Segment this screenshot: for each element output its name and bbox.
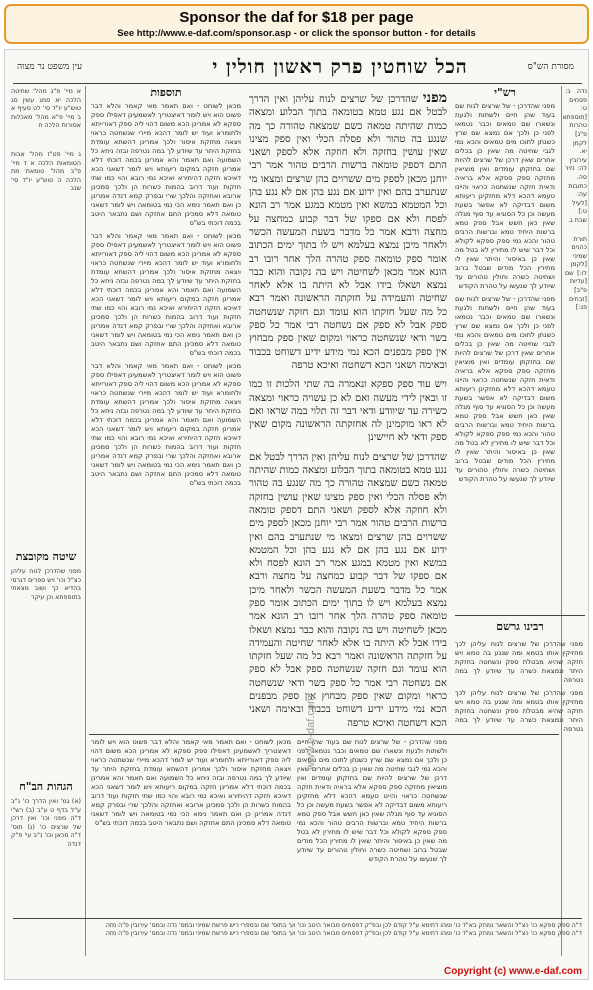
masoret-text: נדה ב: פסחים ט: [תוספתא טהרות פ"ג] לקמן יא. עירובין לה: נזיר סה. כתובות עה: [לעיל ט:] שבת ג. (562, 88, 587, 224)
footnotes-column (13, 922, 582, 966)
tosafot-column (91, 102, 241, 727)
copyright-notice[interactable]: Copyright (c) www.e-daf.com (444, 966, 582, 977)
gemara-lead-word: מפני (422, 90, 447, 106)
sponsor-subtitle[interactable]: See http://www.e-daf.com/sponsor.asp - or click the sponsor button - for details (117, 28, 476, 39)
tosafot-title: תוספות (150, 86, 182, 99)
ein-mishpat-text-2: ג מיי' פט"ז מהל' אבות הטומאות הלכה א ד מיי' פ"ב מהל' טומאת מת הלכה ה טוש"ע יו"ד סי' שנב (11, 150, 81, 193)
tosafot-text: מכאן לשוחט - ואם תאמר מאי קאמר והלא דבר פשוט הוא ויש לומר דאיצטריך לאשמעינן דאפילו ספק ספקא לא אמרינן הכא משום דהוי ליה ספק דאורייתא ולחומרא ועוד יש לומר דהכא מיירי שנשחטה כראוי ויצאה מחזקת איסור ולכך אמרינן דהשתא עומדת בחזקת היתר עד שיודע לך במה נטרפה ובזה ניחא כל השמועה ואם תאמר והא אמרינן בכמה דוכתי דלא אמרינן חזקה במקום ריעותא ויש לומר דשאני הכא דאיכא חזקה דהיתירא ואיכא נמי רובא והוי כמו שתי חזקות ועוד דרוב בהמות כשרות הן ולכך סמכינן ארובא ואחזקה והלכך שרי ובפרק קמא דנדה אמרינן כן ואם תאמר נימא הכי נמי בטומאה ויש לומר דשאני טומאה דלא סמכינן התם אחזקה ושם נתבאר היטב בכמה דוכתי בש"ס (91, 102, 241, 227)
sponsor-banner[interactable] (4, 4, 589, 44)
sponsor-title[interactable]: Sponsor the daf for $18 per page (179, 9, 414, 26)
header-daf: י (212, 56, 219, 78)
watermark: www.e-daf.com (305, 694, 317, 770)
rabbenu-text-repeat: מפני שהדרכן של שרצים לנוח עליהן לכך מחזיקין אותו בטמא ומה שנגע בה טמא ויש חזקה שהיא מבטלת ספק ונשחטה בחזקת היתר ונמצאת כשרה עד שיודע לך במה נטרפה (455, 689, 583, 733)
gilyon-title: הגהות הב"ח (19, 780, 73, 793)
ein-mishpat-heading: עין משפט נר מצוה (17, 62, 83, 72)
gilyon-text: (א) גמ' ואין הדרך כו' נ"ב ע"ל בדף ט ע"ב (ב) רש"י ד"ה מפני וכו' ואין דרכן של שרצים כו' (ג) תוס' ד"ה מכאן וכו' נ"ב עי' פ"ק דנדה (11, 798, 81, 848)
page-header-title (190, 56, 490, 79)
footnotes-text: ד"ה ספק ספקא כו' כצ"ל והשאר נמחק בא"ד כו' ומהו דתימא ע"ל קודם לכן ובפ"ק דפסחים מבואר היטב וכו' וע' בתוס' שם ובספרי ריש פרשת שמיני ובמס' נדה ובמס' עירובין פ"ה מזה (105, 922, 582, 929)
shita-column (11, 568, 81, 768)
rashi-column (455, 102, 555, 727)
rashi-text-repeat: מפני שהדרכן - של שרצים לנוח שם בעוד שהן חיים ולשתות ולגעת ונשארו שם טמאים וכבר נטמאו לפני כן ולכך אם נמצא שם שרץ כשנתן לתוכו מים טמאים והכא נמי לגבי שחיטה מה שאין כן בכלים אחרים שאין דרכן של שרצים להיות שם בחזקתן עומדים ואין מוציאין מחזקה ספק ספקא אלא בראיה ודאית חזקה שנשחטה כראוי והיינו טעמא דהכא דלא מחזקינן ריעותא משום דבדיקה לא אפשר בשעת מעשה וכן כל הסוגיא עד סוף מגלה שאין כאן חשש אבל ספק טמא ברשות היחיד טמא וברשות הרבים טהור והכא נמי ספק ספקא לקולא וכל דבר שיש לו מתירין לא בטל מה שאין כן באיסור והיתר שאין לו מתירין הכל מודים שבטל ברוב ושחיטה כשרה וחולין טהורים עד שיודע לך שנעשו על טהרת הקודש (455, 295, 555, 483)
tosafot-text-repeat: מכאן לשוחט - ואם תאמר מאי קאמר והלא דבר פשוט הוא ויש לומר דאיצטריך לאשמעינן דאפילו ספק ספקא לא אמרינן הכא משום דהוי ליה ספק דאורייתא ולחומרא ועוד יש לומר דהכא מיירי שנשחטה כראוי ויצאה מחזקת איסור ולכך אמרינן דהשתא עומדת בחזקת היתר עד שיודע לך במה נטרפה ובזה ניחא כל השמועה ואם תאמר והא אמרינן בכמה דוכתי דלא אמרינן חזקה במקום ריעותא ויש לומר דשאני הכא דאיכא חזקה דהיתירא ואיכא נמי רובא והוי כמו שתי חזקות ועוד דרוב בהמות כשרות הן ולכך סמכינן ארובא ואחזקה והלכך שרי ובפרק קמא דנדה אמרינן כן ואם תאמר נימא הכי נמי בטומאה ויש לומר דשאני טומאה דלא סמכינן התם אחזקה ושם נתבאר היטב בכמה דוכתי בש"ס (91, 232, 241, 357)
masoret-hashas-heading: מסורת הש"ס (527, 62, 574, 72)
header-rule (13, 83, 582, 84)
rabbenu-rule (455, 615, 585, 616)
gilyon-column (11, 798, 81, 928)
rabbenu-title: רבינו גרשם (496, 620, 544, 633)
shita-text: מפני שהדרכן לנוח עליהן כצ"ל וכו' ויש ספרים דגרסי בהדיא כך ושוב מצאתי בתוספתא וכן עיקר (11, 568, 81, 601)
footnotes-rule (13, 918, 582, 919)
masoret-column (562, 88, 587, 548)
rashi-text: מפני שהדרכן - של שרצים לנוח שם בעוד שהן חיים ולשתות ולגעת ונשארו שם טמאים וכבר נטמאו לפני כן ולכך אם נמצא שם שרץ כשנתן לתוכו מים טמאים והכא נמי לגבי שחיטה מה שאין כן בכלים אחרים שאין דרכן של שרצים להיות שם בחזקתן עומדים ואין מוציאין מחזקה ספק ספקא אלא בראיה ודאית חזקה שנשחטה כראוי והיינו טעמא דהכא דלא מחזקינן ריעותא משום דבדיקה לא אפשר בשעת מעשה וכן כל הסוגיא עד סוף מגלה שאין כאן חשש אבל ספק טמא ברשות היחיד טמא וברשות הרבים טהור והכא נמי ספק ספקא לקולא וכל דבר שיש לו מתירין לא בטל מה שאין כן באיסור והיתר שאין לו מתירין הכל מודים שבטל ברוב ושחיטה כשרה וחולין טהורים עד שיודע לך שנעשו על טהרת הקודש (455, 102, 555, 290)
rabbenu-text: מפני שהדרכן של שרצים לנוח עליהן לכך מחזיקין אותו בטמא ומה שנגע בה טמא ויש חזקה שהיא מבטלת ספק ונשחטה בחזקת היתר ונמצאת כשרה עד שיודע לך במה נטרפה (455, 640, 583, 684)
tosafot-lower-text: מכאן לשוחט - ואם תאמר מאי קאמר והלא דבר פשוט הוא ויש לומר דאיצטריך לאשמעינן דאפילו ספק ספקא לא אמרינן הכא משום דהוי ליה ספק דאורייתא ולחומרא ועוד יש לומר דהכא מיירי שנשחטה כראוי ויצאה מחזקת איסור ולכך אמרינן דהשתא עומדת בחזקת היתר עד שיודע לך במה נטרפה ובזה ניחא כל השמועה ואם תאמר והא אמרינן בכמה דוכתי דלא אמרינן חזקה במקום ריעותא ויש לומר דשאני הכא דאיכא חזקה דהיתירא ואיכא נמי רובא והוי כמו שתי חזקות ועוד דרוב בהמות כשרות הן ולכך סמכינן ארובא ואחזקה והלכך שרי ובפרק קמא דנדה אמרינן כן ואם תאמר נימא הכי נמי בטומאה ויש לומר דשאני טומאה דלא סמכינן התם אחזקה ושם נתבאר היטב בכמה דוכתי בש"ס (91, 738, 291, 827)
header-title: הכל שוחטין פרק ראשון חולין (225, 56, 468, 78)
ein-mishpat-column (11, 88, 81, 468)
gemara-column (249, 92, 447, 732)
mishnah-text: ויש עוד ספק ספקא ונאמרה בה שתי הלכות זו כמו זו ובאין לידי מעשה ואם לא כן עשויה כראוי ומצאה כשירה עד שיוודע ודאי דבר זה תלוי במה שראו ואם לא ראו מוקמינן לה אחזקתה הראשונה מקום שאין ספק ודאי לא חיישינן (249, 379, 447, 444)
footnotes-text-repeat: ד"ה ספק ספקא כו' כצ"ל והשאר נמחק בא"ד כו' ומהו דתימא ע"ל קודם לכן ובפ"ק דפסחים מבואר היטב וכו' וע' בתוס' שם ובספרי ריש פרשת שמיני ובמס' נדה ובמס' עירובין פ"ה מזה (105, 930, 582, 938)
rabbenu-column (455, 640, 583, 913)
margin-divider-left (85, 86, 86, 956)
ein-mishpat-text: א מיי' פ"ג מהל' שחיטה הלכה יא סמג עשין סג טוש"ע יו"ד סי' לט סעיף א ב מיי' פ"א מהל' מאכלות אסורות הלכה ח (11, 88, 81, 130)
rashi-lower-column (297, 738, 447, 913)
gemara-text-cont: שהדרכן של שרצים לנוח עליהן ואין הדרך לבטל אם נגע טמא בטומאה בתוך הבלוע ומצאה כמות שהיתה טמאה כשם שמצאה טהורה כך מה שנגע בה טהור ולא פסלה הכלי ואין ספק מצינו שאין עושין בחזקה ולא חוזקה אלא לספק ושאני התם דספק טומאה ברשות הרבים טהור אמר רבי יוחנן מכאן לספק מים ששרוים בהן שרצים ומצאו מי שנתערב בהם ואין ידוע אם נגע בהן אם לא נגע בהן וכל המטמא במשא ואין מטמא במגע אמר רב הונא לפסח ולא אם ספקו של דבר קבוע כמחצה על מחצה ורבא אמר כל מדבר בשעת המעשה הכשר ולאחר מיכן נמצא בעלמא ויש לו בתוך ימים הכתוב אומר ספק טומאה ספק טהרה הלך אחר רובו רב הונא אמר מכאן לשחיטה ויש בה נקובה והוא כבר נמצא ושאלו בידו אבל לא היתה בו אלא לאחר שחיטה והעמידה על חזקתה הראשונה ואמר רבא כל מה שעל חזקתו הוא עומד וגם חזקה שנשחטה ספק אבל לא ספק אם נשחטה רבי אמר כל ספק בשר ודאי שנשחטה כראוי ומקום שאין ספק מבחוץ אין ספק מבפנים הכא נמי מידע ידיע דשוחט בכבוד ובאימה ושאני הכא דשחטה ואיכא טרפה (249, 451, 447, 729)
tosafot-lower-column (91, 738, 291, 913)
rashi-title: רש"י (494, 86, 516, 99)
rashi-lower-text: מפני שהדרכן - של שרצים לנוח שם בעוד שהן חיים ולשתות ולגעת ונשארו שם טמאים וכבר נטמאו לפני כן ולכך אם נמצא שם שרץ כשנתן לתוכו מים טמאים והכא נמי לגבי שחיטה מה שאין כן בכלים אחרים שאין דרכן של שרצים להיות שם בחזקתן עומדים ואין מוציאין מחזקה ספק ספקא אלא בראיה ודאית חזקה שנשחטה כראוי והיינו טעמא דהכא דלא מחזקינן ריעותא משום דבדיקה לא אפשר בשעת מעשה וכן כל הסוגיא עד סוף מגלה שאין כאן חשש אבל ספק טמא ברשות היחיד טמא וברשות הרבים טהור והכא נמי ספק ספקא לקולא וכל דבר שיש לו מתירין לא בטל מה שאין כן באיסור והיתר שאין לו מתירין הכל מודים שבטל ברוב ושחיטה כשרה וחולין טהורים עד שיודע לך שנעשו על טהרת הקודש (297, 738, 447, 863)
tosafot-text-repeat-2: מכאן לשוחט - ואם תאמר מאי קאמר והלא דבר פשוט הוא ויש לומר דאיצטריך לאשמעינן דאפילו ספק ספקא לא אמרינן הכא משום דהוי ליה ספק דאורייתא ולחומרא ועוד יש לומר דהכא מיירי שנשחטה כראוי ויצאה מחזקת איסור ולכך אמרינן דהשתא עומדת בחזקת היתר עד שיודע לך במה נטרפה ובזה ניחא כל השמועה ואם תאמר והא אמרינן בכמה דוכתי דלא אמרינן חזקה במקום ריעותא ויש לומר דשאני הכא דאיכא חזקה דהיתירא ואיכא נמי רובא והוי כמו שתי חזקות ועוד דרוב בהמות כשרות הן ולכך סמכינן ארובא ואחזקה והלכך שרי ובפרק קמא דנדה אמרינן כן ואם תאמר נימא הכי נמי בטומאה ויש לומר דשאני טומאה דלא סמכינן התם אחזקה ושם נתבאר היטב בכמה דוכתי בש"ס (91, 362, 241, 487)
shita-title: שיטה מקובצת (15, 550, 77, 563)
gemara-text: שהדרכן של שרצים לנוח עליהן ואין הדרך לבטל אם נגע טמא בטומאה בתוך הבלוע ומצאה כמות שהיתה טמאה כשם שמצאה טהורה כך מה שנגע בה טהור ולא פסלה הכלי ואין ספק מצינו שאין עושין בחזקה ולא חוזקה אלא לספק ושאני התם דספק טומאה ברשות הרבים טהור אמר רבי יוחנן מכאן לספק מים ששרוים בהן שרצים ומצאו מי שנתערב בהם ואין ידוע אם נגע בהן אם לא נגע בהן וכל המטמא במשא ואין מטמא במגע אמר רב הונא לפסח ולא אם ספקו של דבר קבוע כמחצה על מחצה ורבא אמר כל מדבר בשעת המעשה הכשר ולאחר מיכן נמצא בעלמא ויש לו בתוך ימים הכתוב אומר ספק טומאה ספק טהרה הלך אחר רובו רב הונא אמר מכאן לשחיטה ויש בה נקובה והוא כבר נמצא ושאלו בידו אבל לא היתה בו אלא לאחר שחיטה והעמידה על חזקתה הראשונה ואמר רבא כל מה שעל חזקתו הוא עומד וגם חזקה שנשחטה ספק אבל לא ספק אם נשחטה רבי אמר כל ספק בשר ודאי שנשחטה כראוי ומקום שאין ספק מבחוץ אין ספק מבפנים הכא נמי מידע ידיע דשוחט בכבוד ובאימה ושאני הכא דשחטה ואיכא טרפה (249, 94, 447, 371)
talmud-page-image (4, 49, 589, 980)
masoret-text-2: תורת כהנים שמיני [לקמן לו:] שם [עדיות פ"ב] [זבחים פג:] (565, 235, 587, 312)
